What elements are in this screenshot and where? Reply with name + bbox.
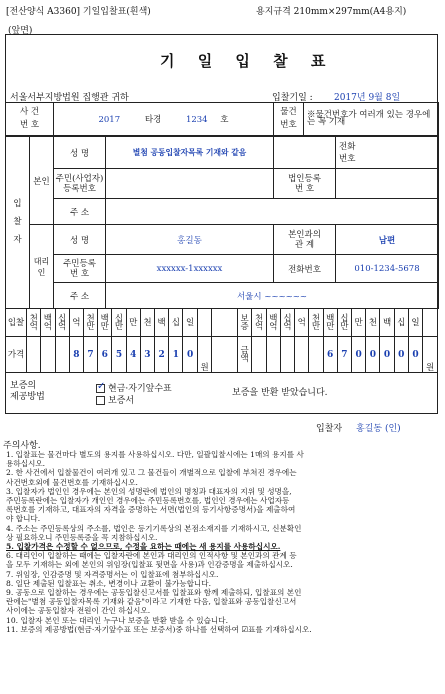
price-table <box>5 308 438 373</box>
deposit-sub: 금액 <box>237 337 252 373</box>
price-gap <box>212 309 237 337</box>
form-id: [전산양식 A3360] 기일입찰표(흰색) <box>6 7 151 17</box>
agent-name[interactable]: 홍길동 <box>106 225 274 255</box>
bid-won: 원 <box>197 337 212 373</box>
bid-unit-11: 일 <box>183 309 197 337</box>
deposit-digit-7[interactable]: 0 <box>352 337 366 373</box>
front-label: (앞면) <box>8 26 33 36</box>
agent-addr-label: 주 소 <box>54 283 106 309</box>
case-year[interactable]: 2017 <box>98 115 121 125</box>
agent-phone[interactable]: 010-1234-5678 <box>336 255 439 283</box>
bid-unit-7: 만 <box>126 309 140 337</box>
deposit-digit-0[interactable] <box>252 337 266 373</box>
item-number-label: 물건 번호 <box>274 103 304 136</box>
agent-reg[interactable]: xxxxxx-1xxxxxx <box>106 255 274 283</box>
principal-phone-label: 전화 번호 <box>336 137 439 169</box>
note-line: 8. 일단 제출된 입찰표는 취소, 변경이나 교환이 불가능합니다. <box>6 578 212 588</box>
page-title: 기 일 입 찰 표 <box>160 52 335 70</box>
bid-price-label: 입찰 <box>6 309 27 337</box>
checkbox-cash[interactable] <box>96 381 106 393</box>
note-line: 9. 공동으로 입찰하는 경우에는 공동입찰신고서를 입찰표와 함께 제출하되, 입찰표의 본인 <box>6 588 302 598</box>
checkbox-guarantee[interactable] <box>96 396 105 405</box>
principal-label: 본인 <box>30 137 54 225</box>
principal-name-label: 성 명 <box>54 137 106 169</box>
deposit-unit-4: 천 만 <box>309 309 323 337</box>
principal-addr-label: 주 소 <box>54 199 106 225</box>
deposit-digit-8[interactable]: 0 <box>366 337 380 373</box>
note-line: 2. 한 사건에서 입찰물건이 여러개 있고 그 물건들이 개별적으로 입찰에 부쳐진 경우에는 <box>6 468 297 478</box>
deposit-unit-blank <box>423 309 438 337</box>
bid-digit-9[interactable]: 2 <box>155 337 169 373</box>
bid-unit-5: 백 만 <box>98 309 112 337</box>
deposit-digit-1[interactable] <box>266 337 280 373</box>
bid-digit-4[interactable]: 7 <box>83 337 97 373</box>
case-unit: 호 <box>220 115 229 125</box>
deposit-unit-11: 일 <box>408 309 422 337</box>
bid-unit-9: 백 <box>155 309 169 337</box>
bidder-sign-name[interactable]: 홍길동 (인) <box>356 424 401 434</box>
deposit-digit-3[interactable] <box>295 337 309 373</box>
deposit-option-cash[interactable]: ✓ 현금·자기앞수표 <box>97 381 172 394</box>
agent-name-label: 성 명 <box>54 225 106 255</box>
bid-unit-6: 십 만 <box>112 309 126 337</box>
deposit-won: 원 <box>423 337 438 373</box>
note-line: 란에는"별첨 공동입찰자목록 기재와 같음"이라고 기재한 다음, 입찰표와 공동입찰신고서 <box>6 597 297 607</box>
note-line: 6. 대리인이 입찰하는 때에는 입찰자란에 본인과 대리인의 인적사항 및 본인과의 관계 등 <box>6 551 297 561</box>
deposit-option-guarantee[interactable]: 보증서 <box>96 393 134 406</box>
note-line: 야 합니다. <box>6 514 41 524</box>
agent-addr[interactable]: 서울시 ~~~~~~ <box>106 283 439 309</box>
bid-unit-0: 천 억 <box>27 309 41 337</box>
bid-unit-blank <box>197 309 212 337</box>
bid-digit-6[interactable]: 5 <box>112 337 126 373</box>
principal-corp-label: 법인등록 번 호 <box>274 169 336 199</box>
price-gap <box>212 337 237 373</box>
notes-list <box>6 450 312 634</box>
deposit-unit-7: 만 <box>352 309 366 337</box>
deposit-digit-2[interactable] <box>280 337 294 373</box>
court-line: 서울서부지방법원 집행관 귀하 <box>10 93 129 103</box>
bid-digit-1[interactable] <box>41 337 55 373</box>
note-line: 11. 보증의 제공방법(현금·자기앞수표 또는 보증서)중 하나를 선택하여 ☑표를 기재하십시오. <box>6 624 312 634</box>
deposit-digit-5[interactable]: 6 <box>323 337 337 373</box>
agent-reg-label: 주민등록 번 호 <box>54 255 106 283</box>
agent-label: 대리인 <box>30 225 54 309</box>
principal-addr-value[interactable] <box>106 199 439 225</box>
deposit-label: 보증 <box>237 309 252 337</box>
note-line: 7. 위임장, 인감증명 및 자격증명서는 이 입찰표에 첨부하십시오. <box>6 569 219 579</box>
deposit-unit-2: 십 억 <box>280 309 294 337</box>
bidder-section-label: 입 찰 자 <box>6 137 30 309</box>
bid-date-value[interactable]: 2017년 9월 8일 <box>334 93 401 103</box>
note-line: 상 필요하오니 주민등록증을 꼭 지참하십시오. <box>6 532 158 542</box>
bid-digit-2[interactable] <box>55 337 69 373</box>
deposit-unit-8: 천 <box>366 309 380 337</box>
deposit-digit-4[interactable] <box>309 337 323 373</box>
note-line: 10. 입찰자 본인 또는 대리인 누구나 보증을 반환 받을 수 있습니다. <box>6 615 229 625</box>
case-label: 사 건 번 호 <box>6 103 54 136</box>
bid-unit-8: 천 <box>140 309 154 337</box>
notes-title: 주의사항. <box>3 441 41 451</box>
deposit-digit-9[interactable]: 0 <box>380 337 394 373</box>
agent-relation[interactable]: 남편 <box>336 225 439 255</box>
bidder-sign-label: 입찰자 <box>316 424 343 434</box>
note-line: 사이에는 공동입찰자 전원이 간인 하십시오. <box>6 606 151 616</box>
note-line: 5. 입찰가격은 수정할 수 없으므로, 수정을 요하는 때에는 새 용지를 사용하십시오. <box>6 542 281 552</box>
deposit-returned: 보증을 반환 받았습니다. <box>232 388 328 398</box>
case-type: 타경 <box>144 115 162 125</box>
note-line: 3. 입찰자가 법인인 경우에는 본인의 성명란에 법인의 명칭과 대표자의 지위 및 성명을, <box>6 486 292 496</box>
note-line: 록번호를 기재하고, 대표자의 자격을 증명하는 서면(법인의 등기사항증명서)을 제출하여 <box>6 505 296 515</box>
deposit-unit-1: 백 억 <box>266 309 280 337</box>
case-number-cell <box>54 103 274 136</box>
bidder-table <box>5 136 439 309</box>
bid-digit-3[interactable]: 8 <box>69 337 83 373</box>
note-line: 사건번호외에 물건번호를 기재하십시오. <box>6 477 138 487</box>
note-line: 4. 주소는 주민등록상의 주소를, 법인은 등기기록상의 본점소재지를 기재하시고, 신분확인 <box>6 523 302 533</box>
principal-corp-value[interactable] <box>336 169 439 199</box>
deposit-unit-10: 십 <box>394 309 408 337</box>
note-line: 1. 입찰표는 물건마다 별도의 용지를 사용하십시오. 다만, 일괄입찰시에는 1매의 용지를 사 <box>6 450 304 459</box>
deposit-unit-5: 백 만 <box>323 309 337 337</box>
agent-relation-label: 본인과의 관 계 <box>274 225 336 255</box>
deposit-method-label: 보증의 제공방법 <box>10 381 45 402</box>
bid-digit-10[interactable]: 1 <box>169 337 183 373</box>
bid-digit-11[interactable]: 0 <box>183 337 197 373</box>
bid-digit-7[interactable]: 4 <box>126 337 140 373</box>
case-table <box>5 102 439 136</box>
bid-unit-3: 억 <box>69 309 83 337</box>
principal-reg-value[interactable] <box>106 169 274 199</box>
deposit-unit-9: 백 <box>380 309 394 337</box>
note-line: 주민등록란에는 입찰자가 개인인 경우에는 주민등록번호를, 법인인 경우에는 사업자등 <box>6 496 290 506</box>
bid-unit-4: 천 만 <box>83 309 97 337</box>
bid-date-label: 입찰기일 : <box>272 93 313 103</box>
paper-size: 용지규격 210mm×297mm(A4용지) <box>256 7 407 17</box>
bid-digit-8[interactable]: 3 <box>140 337 154 373</box>
deposit-unit-6: 십 만 <box>337 309 351 337</box>
principal-reg-label: 주민(사업자) 등록번호 <box>54 169 106 199</box>
item-number-note: ※물건번호가 여러개 있는 경우에는 꼭 기재 <box>304 103 439 136</box>
deposit-method-table <box>5 372 438 414</box>
deposit-digit-6[interactable]: 7 <box>337 337 351 373</box>
bid-digit-0[interactable] <box>27 337 41 373</box>
bid-digit-5[interactable]: 6 <box>98 337 112 373</box>
bid-price-sub: 가격 <box>6 337 27 373</box>
bid-unit-1: 백 억 <box>41 309 55 337</box>
case-number[interactable]: 1234 <box>185 115 208 125</box>
bid-unit-2: 십 억 <box>55 309 69 337</box>
deposit-unit-0: 천 억 <box>252 309 266 337</box>
note-line: 용하십시오. <box>6 459 46 469</box>
agent-phone-label: 전화번호 <box>274 255 336 283</box>
check-icon: ✓ <box>97 381 106 392</box>
deposit-digit-11[interactable]: 0 <box>408 337 422 373</box>
deposit-unit-3: 억 <box>295 309 309 337</box>
deposit-digit-10[interactable]: 0 <box>394 337 408 373</box>
principal-name[interactable]: 별첨 공동입찰자목록 기재와 같음 <box>106 137 274 169</box>
note-line: 을 모두 기재하는 외에 본인의 위임장(입찰표 뒷면을 사용)과 인감증명을 제출하십시오. <box>6 560 293 570</box>
bid-unit-10: 십 <box>169 309 183 337</box>
